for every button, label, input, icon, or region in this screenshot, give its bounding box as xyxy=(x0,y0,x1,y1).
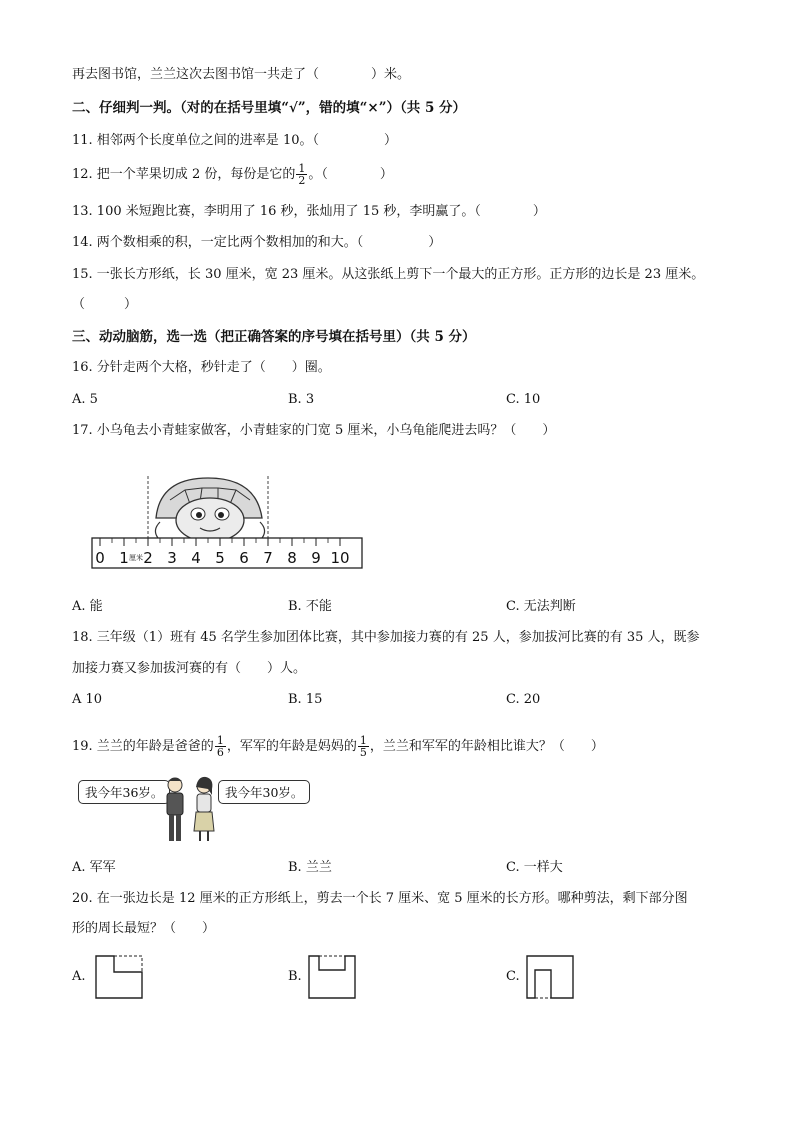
q20-shape-a xyxy=(94,954,146,1000)
q12-fraction xyxy=(296,163,307,186)
ruler-label-4: 4 xyxy=(191,549,201,567)
q19-option-b: B. 兰兰 xyxy=(288,860,332,875)
q12-fraction-num: 1 xyxy=(298,162,306,175)
ruler-label-3: 3 xyxy=(167,549,177,567)
ruler xyxy=(92,538,362,568)
q20-option-a: A. xyxy=(72,969,86,984)
ruler-label-9: 9 xyxy=(311,549,321,567)
mother-icon xyxy=(194,777,214,841)
father-icon xyxy=(167,778,183,841)
question-20-line2: 形的周长最短？（ ） xyxy=(72,921,216,936)
question-19 xyxy=(72,735,604,758)
q19-text-post: ，兰兰和军军的年龄相比谁大？（ ） xyxy=(369,739,604,754)
ruler-label-8: 8 xyxy=(287,549,297,567)
question-16: 16. 分针走两个大格，秒针走了（ ）圈。 xyxy=(72,360,331,375)
ruler-unit-label: 厘米 xyxy=(129,554,143,562)
q19-fraction-2-den: 5 xyxy=(359,746,367,759)
q12-fraction-den: 2 xyxy=(298,174,306,187)
parents-figure xyxy=(160,775,220,845)
question-20-line1: 20. 在一张边长是 12 厘米的正方形纸上，剪去一个长 7 厘米、宽 5 厘米的长方形。哪种剪法，剩下部分图 xyxy=(72,891,688,906)
q19-option-c: C. 一样大 xyxy=(506,860,563,875)
question-11: 11. 相邻两个长度单位之间的进率是 10。（ ） xyxy=(72,133,397,148)
section2-title: 二、仔细判一判。（对的在括号里填“√”，错的填“×”）（共 5 分） xyxy=(72,100,467,116)
q16-option-a: A. 5 xyxy=(72,392,98,407)
top-line: 再去图书馆，兰兰这次去图书馆一共走了（ ）米。 xyxy=(72,67,411,82)
speech-bubble-mom: 我今年30岁。 xyxy=(218,780,310,804)
q19-text-mid: ，军军的年龄是妈妈的 xyxy=(226,739,357,754)
q19-fraction-1 xyxy=(215,735,226,758)
q20-option-b: B. xyxy=(288,969,302,984)
ruler-turtle-figure xyxy=(90,470,370,570)
q20-option-c: C. xyxy=(506,969,520,984)
q12-text-post: 。（ ） xyxy=(308,167,393,182)
question-15-line2: （ ） xyxy=(72,297,138,312)
question-12 xyxy=(72,163,393,186)
q18-option-a: A 10 xyxy=(72,692,103,707)
q18-option-b: B. 15 xyxy=(288,692,323,707)
q17-option-c: C. 无法判断 xyxy=(506,599,576,614)
ruler-label-10: 10 xyxy=(330,549,350,567)
q19-fraction-2-num: 1 xyxy=(359,734,367,747)
q19-fraction-1-den: 6 xyxy=(216,746,224,759)
ruler-label-5: 5 xyxy=(215,549,225,567)
q16-option-c: C. 10 xyxy=(506,392,541,407)
q12-text-pre: 12. 把一个苹果切成 2 份，每份是它的 xyxy=(72,167,296,182)
question-18-line2: 加接力赛又参加拔河赛的有（ ）人。 xyxy=(72,661,307,676)
q20-shape-b xyxy=(307,954,359,1000)
section3-title: 三、动动脑筋，选一选（把正确答案的序号填在括号里）（共 5 分） xyxy=(72,329,476,345)
q19-fraction-1-num: 1 xyxy=(216,734,224,747)
ruler-label-6: 6 xyxy=(239,549,249,567)
q17-option-a: A. 能 xyxy=(72,599,103,614)
ruler-label-7: 7 xyxy=(263,549,273,567)
q19-text-pre: 19. 兰兰的年龄是爸爸的 xyxy=(72,739,214,754)
q19-option-a: A. 军军 xyxy=(72,860,116,875)
question-18-line1: 18. 三年级（1）班有 45 名学生参加团体比赛，其中参加接力赛的有 25 人，参加拔河比赛的有 35 人，既参 xyxy=(72,630,700,645)
ruler-label-0: 0 xyxy=(95,549,105,567)
ruler-label-1: 1 xyxy=(119,549,129,567)
question-14: 14. 两个数相乘的积，一定比两个数相加的和大。（ ） xyxy=(72,235,442,250)
question-15-line1: 15. 一张长方形纸，长 30 厘米，宽 23 厘米。从这张纸上剪下一个最大的正方形。正方形的边长是 23 厘米。 xyxy=(72,267,705,282)
ruler-label-2: 2 xyxy=(143,549,153,567)
q17-option-b: B. 不能 xyxy=(288,599,332,614)
q20-shape-c xyxy=(525,954,577,1000)
question-13: 13. 100 米短跑比赛，李明用了 16 秒，张灿用了 15 秒，李明赢了。（ ） xyxy=(72,204,546,219)
q18-option-c: C. 20 xyxy=(506,692,541,707)
speech-bubble-dad: 我今年36岁。 xyxy=(78,780,170,804)
turtle-icon xyxy=(155,478,264,542)
q16-option-b: B. 3 xyxy=(288,392,315,407)
q19-fraction-2 xyxy=(358,735,369,758)
question-17: 17. 小乌龟去小青蛙家做客，小青蛙家的门宽 5 厘米，小乌龟能爬进去吗？（ ） xyxy=(72,423,556,438)
